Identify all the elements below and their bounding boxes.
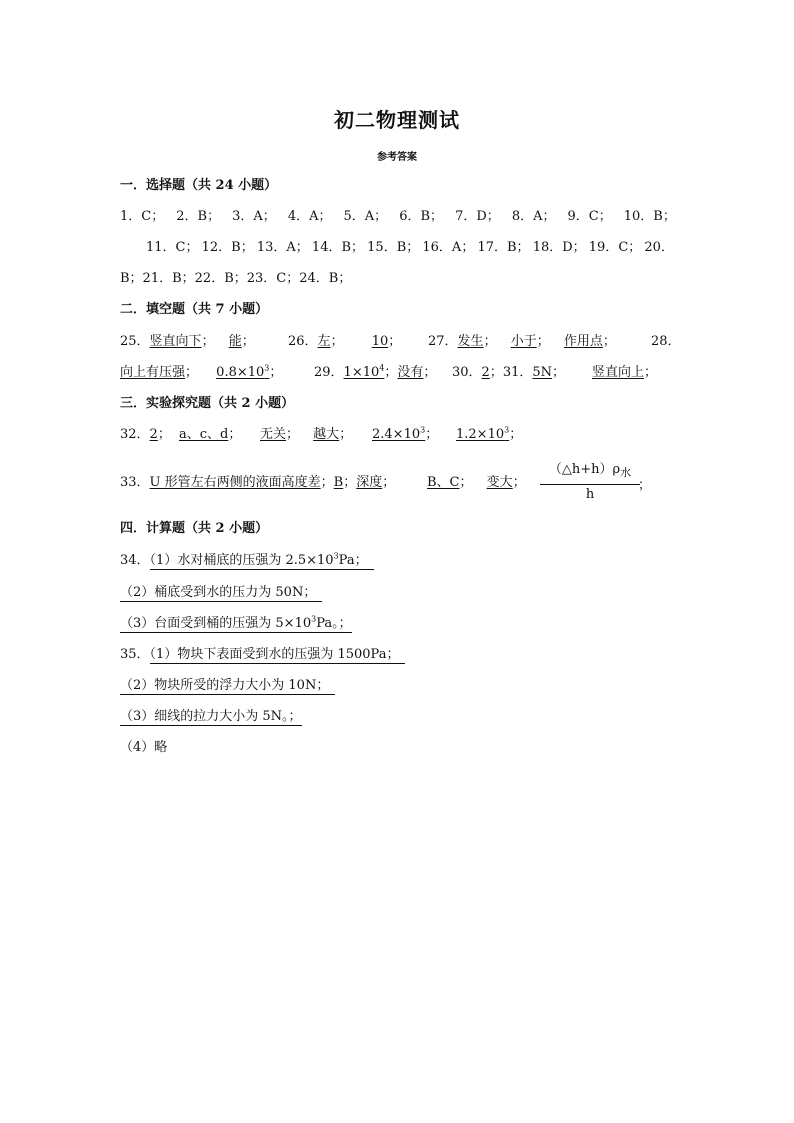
q28-answer: 向上有压强	[120, 365, 186, 380]
q34-part-3-unit: Pa。；	[316, 616, 352, 631]
page-subtitle: 参考答案	[377, 152, 417, 163]
q31-answer-1: 5N	[532, 365, 553, 380]
calc-35-line-4: （4）略	[120, 740, 168, 755]
fraction-numerator	[540, 458, 640, 485]
q27-answer-2: 小于	[510, 334, 537, 349]
section-heading-experiment: 三．实验探究题（共 2 小题）	[120, 396, 295, 411]
sep: ；	[382, 475, 396, 490]
q34-part-2-text: （2）桶底受到水的压力为 50N；	[120, 585, 317, 600]
answer-6: 6．B；	[399, 209, 444, 224]
q32-answer-4: 越大	[313, 427, 340, 442]
q28-answer-2-base: 0.8×10	[216, 365, 265, 380]
sep: ；	[228, 427, 242, 442]
q33-answer-2: B	[333, 475, 344, 490]
answer-18: 18．D；	[532, 240, 586, 255]
q26-answer-1: 左	[317, 334, 331, 349]
q35-part-1	[150, 647, 406, 664]
exp-line-1	[120, 426, 241, 444]
fill-line-2-q30	[452, 364, 565, 382]
q34-part-1	[150, 553, 374, 570]
answer-10: 10．B；	[623, 209, 676, 224]
sep: ；	[509, 427, 523, 442]
sep: ；	[425, 427, 439, 442]
answer-11: 11．C；	[146, 240, 199, 255]
q28-number: 28．	[651, 334, 681, 349]
answer-13: 13．A；	[256, 240, 309, 255]
answer-14: 14．B；	[311, 240, 365, 255]
q33-answer-3: 深度	[356, 475, 383, 490]
answer-19: 19．C；	[588, 240, 642, 255]
sep: ；	[157, 427, 171, 442]
exponent: 4	[379, 363, 385, 373]
calc-35-line-1	[120, 646, 405, 664]
q30-number: 30．	[452, 365, 482, 380]
calc-34-line-1	[120, 552, 374, 570]
q35-part-2-text: （2）物块所受的浮力大小为 10N；	[120, 678, 330, 693]
exp-line-1-c	[372, 426, 438, 444]
q34-part-3	[120, 616, 352, 633]
exponent: 3	[311, 614, 317, 624]
subscript-water: 水	[620, 466, 632, 479]
q28-answer-2	[216, 365, 269, 380]
answer-9: 9．C；	[567, 209, 612, 224]
answer-8: 8．A；	[511, 209, 556, 224]
exp-line-1-d	[456, 426, 522, 444]
fill-line-2	[120, 364, 282, 382]
q29-number: 29．	[314, 365, 344, 380]
q25-answer-1: 竖直向下	[149, 334, 202, 349]
choice-answers-row-2	[146, 239, 674, 257]
sep: ；	[459, 475, 473, 490]
q25-number: 25．	[120, 334, 150, 349]
q34-part-1-text: （1）水对桶底的压强为 2.5×10	[149, 553, 334, 568]
q29-answer-2: 没有	[397, 365, 424, 380]
q29-answer-1	[344, 365, 385, 380]
sep: ；	[330, 334, 344, 349]
fill-line-1	[120, 333, 255, 351]
q32-answer-5	[372, 427, 425, 442]
q35-part-3-text: （3）细线的拉力大小为 5N。；	[120, 709, 302, 724]
answer-7: 7．D；	[455, 209, 500, 224]
sep: ；	[512, 475, 526, 490]
q30-answer: 2	[481, 365, 490, 380]
q33-fraction	[540, 458, 640, 502]
choice-answers-row-1	[120, 208, 676, 226]
q35-part-2	[120, 678, 335, 695]
q32-answer-2: a、c、d	[178, 427, 229, 442]
sep: ；	[644, 365, 658, 380]
exponent: 3	[333, 551, 339, 561]
q27-number: 27．	[428, 334, 458, 349]
section-heading-calc: 四．计算题（共 2 小题）	[120, 521, 269, 536]
answer-12: 12．B；	[201, 240, 254, 255]
q35-part-3	[120, 709, 302, 726]
exponent: 3	[420, 425, 426, 435]
exp-line-1-b	[260, 426, 352, 444]
fill-line-1-q26	[288, 333, 401, 351]
exp-line-2	[120, 474, 395, 492]
sep: ；	[388, 334, 402, 349]
fill-line-2-q29	[314, 364, 436, 382]
q26-number: 26．	[288, 334, 318, 349]
section-heading-choice: 一．选择题（共 24 小题）	[120, 178, 278, 193]
q33-answer-4: B、C	[427, 475, 460, 490]
q32-answer-6	[456, 427, 509, 442]
sep: ；	[536, 334, 550, 349]
q34-number: 34．	[120, 553, 150, 568]
answer-1: 1．C；	[120, 209, 165, 224]
q27-answer-3: 作用点	[563, 334, 603, 349]
sep: ；	[339, 427, 353, 442]
q33-number: 33．	[120, 475, 150, 490]
q35-number: 35．	[120, 647, 150, 662]
choice-answers-row-3: B；21．B；22．B；23．C；24．B；	[120, 271, 352, 286]
section-heading-fill: 二．填空题（共 7 小题）	[120, 302, 269, 317]
q33-answer-5: 变大	[486, 475, 513, 490]
sep: ；	[286, 427, 300, 442]
numerator-text: （△h+h）ρ	[548, 462, 621, 477]
fill-line-1-q27	[428, 333, 616, 351]
sep: ；	[185, 365, 199, 380]
answer-3: 3．A；	[232, 209, 276, 224]
q34-part-2	[120, 585, 322, 602]
answer-5: 5．A；	[343, 209, 388, 224]
page-title: 初二物理测试	[334, 108, 460, 132]
q32-answer-1: 2	[149, 427, 158, 442]
sep: ；	[343, 475, 357, 490]
answer-20: 20．	[644, 240, 674, 255]
q33-answer-1: U 形管左右两侧的液面高度差	[149, 475, 321, 490]
calc-34-line-2	[120, 584, 322, 602]
q29-answer-1-base: 1×10	[343, 365, 380, 380]
fill-line-2-q31b	[592, 364, 657, 382]
answer-16: 16．A；	[422, 240, 475, 255]
sep: ；	[423, 365, 437, 380]
q32-answer-5-base: 2.4×10	[372, 427, 421, 442]
exponent: 3	[264, 363, 270, 373]
fraction-end: ；	[638, 478, 652, 493]
calc-35-line-2	[120, 677, 335, 695]
answer-2: 2．B；	[176, 209, 221, 224]
q25-answer-2: 能	[228, 334, 242, 349]
q34-part-3-text: （3）台面受到桶的压强为 5×10	[120, 616, 312, 631]
q35-part-1-text: （1）物块下表面受到水的压强为 1500Pa；	[149, 647, 400, 662]
exponent: 3	[504, 425, 510, 435]
q34-part-1-unit: Pa；	[338, 553, 368, 568]
answer-15: 15．B；	[367, 240, 420, 255]
sep: ；	[269, 365, 283, 380]
sep: ；	[602, 334, 616, 349]
sep: ；	[241, 334, 255, 349]
sep: ；	[552, 365, 566, 380]
calc-34-line-3	[120, 615, 352, 633]
sep: ；	[384, 365, 398, 380]
q32-number: 32．	[120, 427, 150, 442]
sep: ；	[320, 475, 334, 490]
exp-line-2-b	[427, 474, 526, 492]
q27-answer-1: 发生	[457, 334, 484, 349]
answer-4: 4．A；	[287, 209, 332, 224]
q32-answer-3: 无关	[260, 427, 287, 442]
q32-answer-6-base: 1.2×10	[456, 427, 505, 442]
calc-35-line-3	[120, 708, 302, 726]
sep: ；	[201, 334, 215, 349]
sep: ；	[483, 334, 497, 349]
q26-answer-2: 10	[371, 334, 389, 349]
q31-number: 31．	[502, 365, 533, 380]
fraction-denominator: h	[585, 487, 595, 502]
sep: ；	[489, 365, 503, 380]
answer-17: 17．B；	[477, 240, 530, 255]
q31-answer-2: 竖直向上	[592, 365, 645, 380]
